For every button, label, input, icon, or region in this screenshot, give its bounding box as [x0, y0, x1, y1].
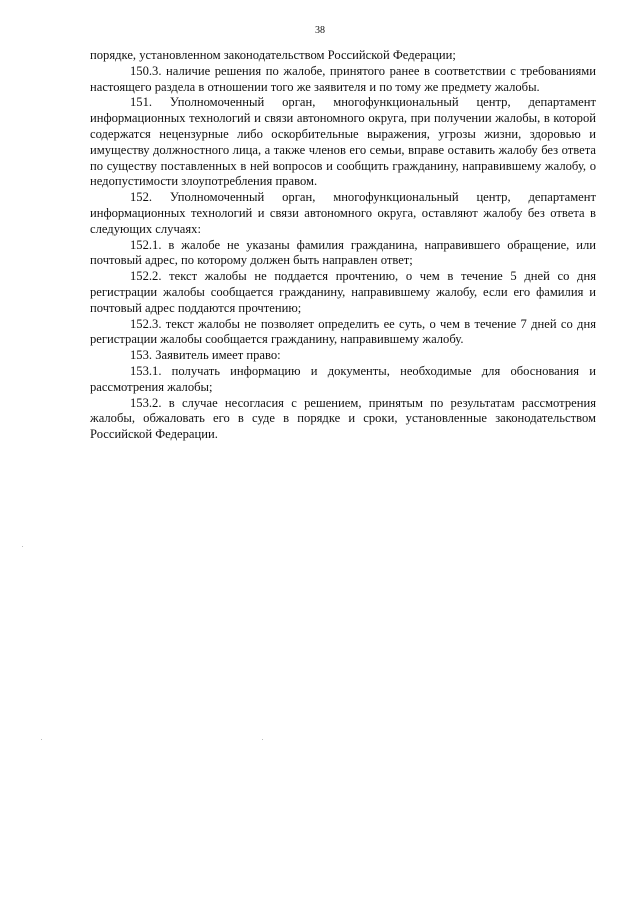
paragraph-152: 152. Уполномоченный орган, многофункциональный центр, департамент информационных технологий и связи автономного округа, оставляют жалобу без ответа в следующих случаях: — [90, 190, 596, 236]
paragraph-151: 151. Уполномоченный орган, многофункциональный центр, департамент информационных технологий и связи автономного округа, при получении жалобы, в которой содержатся нецензурные либо оскорбительные выражения, угрозы жизни, здоровью и имуществу должностного лица, а также членов его семьи, вправе оставить жалобу без ответа по существу поставленных в ней вопросов и сообщить гражданину, направившему жалобу, о недопустимости злоупотребления правом. — [90, 95, 596, 189]
paragraph-152-3: 152.3. текст жалобы не позволяет определить ее суть, о чем в течение 7 дней со дня регистрации жалобы сообщается гражданину, направившему жалобу. — [90, 316, 596, 347]
paragraph-152-2: 152.2. текст жалобы не поддается прочтению, о чем в течение 5 дней со дня регистрации жалобы сообщается гражданину, направившему жалобу, если его фамилия и почтовый адрес поддаются прочтению; — [90, 269, 596, 315]
paragraph-153: 153. Заявитель имеет право: — [130, 348, 281, 363]
paragraph-153-1: 153.1. получать информацию и документы, необходимые для обоснования и рассмотрения жалобы; — [90, 363, 596, 394]
scan-speck — [22, 546, 23, 547]
page-number: 38 — [315, 25, 325, 36]
paragraph-150-3: 150.3. наличие решения по жалобе, принятого ранее в соответствии с требованиями настоящего раздела в отношении того же заявителя и по тому же предмету жалобы. — [90, 63, 596, 94]
scan-speck — [262, 739, 263, 740]
paragraph-1: порядке, установленном законодательством Российской Федерации; — [90, 48, 456, 62]
scan-speck — [41, 739, 42, 740]
paragraph-153-2: 153.2. в случае несогласия с решением, принятым по результатам рассмотрения жалобы, обжаловать его в суде в порядке и сроки, установленные законодательством Российской Федерации. — [90, 395, 596, 442]
document-body — [90, 48, 596, 443]
paragraph-152-1: 152.1. в жалобе не указаны фамилия гражданина, направившего обращение, или почтовый адрес, по которому должен быть направлен ответ; — [90, 237, 596, 268]
